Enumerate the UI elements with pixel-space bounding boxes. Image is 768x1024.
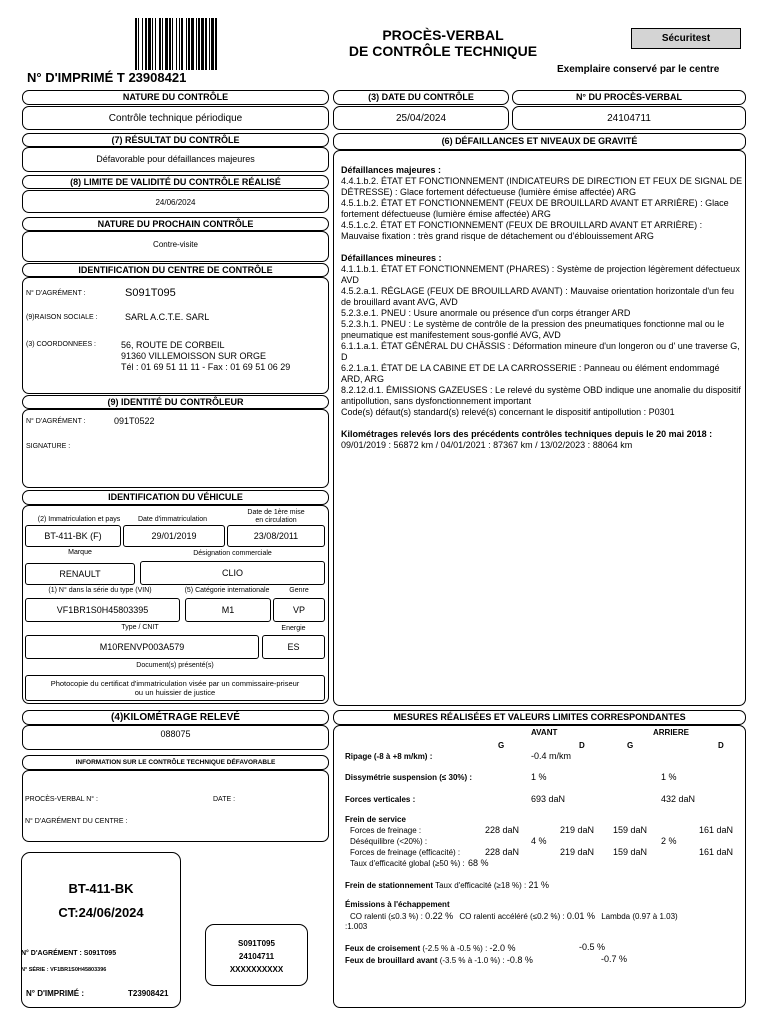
mineure-item: 6.2.1.a.1. ÉTAT DE LA CABINE ET DE LA CARROSSERIE : Panneau ou élément endommagé ARD, ARG bbox=[341, 363, 720, 384]
marque-value: RENAULT bbox=[25, 563, 135, 585]
taux-global-value: 68 % bbox=[468, 858, 489, 868]
mineures-title: Défaillances mineures : bbox=[341, 253, 442, 263]
designation-value: CLIO bbox=[140, 561, 325, 585]
co-ralenti-value: 0.22 % bbox=[425, 911, 454, 921]
date-immat-value: 29/01/2019 bbox=[123, 525, 225, 547]
controleur-agrement-value: 091T0522 bbox=[114, 416, 155, 426]
date-mise-label bbox=[227, 509, 325, 525]
km-history-values: 09/01/2019 : 56872 km / 04/01/2021 : 87367 km / 13/02/2023 : 88064 km bbox=[341, 440, 633, 450]
stationnement-value: 21 % bbox=[528, 880, 549, 890]
defavorable-date-label: DATE : bbox=[213, 796, 236, 803]
date-controle-header: (3) DATE DU CONTRÔLE bbox=[333, 90, 509, 105]
ffe-arriere-g: 159 daN bbox=[613, 847, 648, 857]
date-immat-label: Date d'immatriculation bbox=[137, 516, 208, 523]
controleur-header: (9) IDENTITÉ DU CONTRÔLEUR bbox=[22, 395, 329, 409]
defavorable-box bbox=[22, 770, 329, 842]
sticker-ct-date: CT:24/06/2024 bbox=[58, 905, 144, 920]
avant-g-header: G bbox=[498, 741, 505, 750]
brouillard-g: -0.8 % bbox=[506, 955, 533, 965]
energie-label: Energie bbox=[281, 625, 306, 632]
stationnement-label: Frein de stationnement bbox=[345, 881, 434, 890]
vin-label: (1) N° dans la série du type (VIN) bbox=[48, 587, 152, 594]
centre-coord-line-2: 91360 VILLEMOISSON SUR ORGE bbox=[121, 351, 267, 361]
brouillard-row bbox=[345, 955, 533, 965]
km-history bbox=[341, 429, 743, 451]
prochain-header: NATURE DU PROCHAIN CONTRÔLE bbox=[22, 217, 329, 231]
genre-value: VP bbox=[273, 598, 325, 622]
stationnement-taux-label: Taux d'efficacité (≥18 %) : bbox=[435, 881, 527, 890]
stationnement-row bbox=[345, 880, 549, 890]
majeure-item: 4.5.1.b.2. ÉTAT ET FONCTIONNEMENT (FEUX DE BROUILLARD AVANT ET ARRIÈRE) : Glace fortement défectueuse (lumière émise affectée) ARG bbox=[341, 198, 729, 219]
ff-arriere-d: 161 daN bbox=[699, 825, 734, 835]
ffe-label: Forces de freinage (efficacité) : bbox=[350, 848, 461, 857]
categorie-label: (5) Catégorie internationale bbox=[184, 587, 270, 594]
ripage-value: -0.4 m/km bbox=[531, 751, 572, 761]
barcode bbox=[135, 18, 237, 70]
avant-header: AVANT bbox=[531, 728, 558, 737]
sticker-serie: N° SÉRIE : VF1BR1S0H45803396 bbox=[21, 967, 107, 973]
centre-agrement-value: S091T095 bbox=[125, 287, 176, 299]
croisement-g: -2.0 % bbox=[489, 943, 516, 953]
documents-line-1: Photocopie du certificat d'immatriculation visée par un commissaire-priseur bbox=[50, 679, 300, 688]
brouillard-label: Feux de brouillard avant bbox=[345, 956, 438, 965]
dissym-avant: 1 % bbox=[531, 772, 547, 782]
frein-service-label: Frein de service bbox=[345, 815, 406, 824]
majeures-title: Défaillances majeures : bbox=[341, 165, 442, 175]
taux-global-label: Taux d'efficacité global (≥50 %) : bbox=[350, 859, 465, 868]
avant-d-header: D bbox=[579, 741, 585, 750]
croisement-label: Feux de croisement bbox=[345, 944, 421, 953]
nature-controle-value: Contrôle technique périodique bbox=[22, 106, 329, 130]
majeure-item: 4.5.1.c.2. ÉTAT ET FONCTIONNEMENT (FEUX DE BROUILLARD AVANT ET ARRIÈRE) : Mauvaise fixation : très grand risque de détachement ou d'éblouissement ARG bbox=[341, 220, 703, 241]
arriere-g-header: G bbox=[627, 741, 634, 750]
ffe-avant-g: 228 daN bbox=[485, 847, 520, 857]
immat-label: (2) Immatriculation et pays bbox=[37, 516, 121, 523]
mineure-item: 6.1.1.a.1. ÉTAT GÉNÉRAL DU CHÂSSIS : Déformation mineure d'un longeron ou d' une traverse G, D bbox=[341, 341, 740, 362]
centre-coord-label: (3) COORDONNEES : bbox=[26, 341, 97, 348]
forces-arriere: 432 daN bbox=[661, 794, 696, 804]
centre-raison-value: SARL A.C.T.E. SARL bbox=[125, 312, 210, 322]
majeure-item: 4.4.1.b.2. ÉTAT ET FONCTIONNEMENT (INDICATEURS DE DIRECTION ET FEUX DE SIGNAL DE DÉTRESSE) : Glace fortement défectueuse (lumière émise affectée) ARG bbox=[341, 176, 743, 197]
centre-raison-label: (9)RAISON SOCIALE : bbox=[26, 314, 98, 321]
ff-arriere-g: 159 daN bbox=[613, 825, 648, 835]
stamp-line-3: XXXXXXXXXX bbox=[229, 965, 284, 974]
resultat-value: Défavorable pour défaillances majeures bbox=[22, 147, 329, 172]
croisement-row bbox=[345, 943, 516, 953]
mesures-header: MESURES RÉALISÉES ET VALEURS LIMITES CORRESPONDANTES bbox=[333, 710, 746, 725]
defaillances-list bbox=[341, 165, 743, 451]
vehicule-header: IDENTIFICATION DU VÉHICULE bbox=[22, 490, 329, 505]
emissions-label: Émissions à l'échappement bbox=[345, 900, 450, 909]
ffe-arriere-d: 161 daN bbox=[699, 847, 734, 857]
genre-label: Genre bbox=[289, 587, 309, 594]
co-accel-label: CO ralenti accéléré (≤0.2 %) : bbox=[459, 912, 565, 921]
defaillances-header: (6) DÉFAILLANCES ET NIVEAUX DE GRAVITÉ bbox=[333, 133, 746, 150]
arriere-d-header: D bbox=[718, 741, 724, 750]
limite-header: (8) LIMITE DE VALIDITÉ DU CONTRÔLE RÉALISÉ bbox=[22, 175, 329, 189]
dissym-arriere: 1 % bbox=[661, 772, 677, 782]
defavorable-header: INFORMATION SUR LE CONTRÔLE TECHNIQUE DÉFAVORABLE bbox=[22, 755, 329, 770]
ff-avant-d: 219 daN bbox=[560, 825, 595, 835]
km-history-title: Kilométrages relevés lors des précédents contrôles techniques depuis le 20 mai 2018 : bbox=[341, 429, 713, 439]
controleur-agrement-label: N° D'AGRÉMENT : bbox=[26, 418, 86, 425]
categorie-value: M1 bbox=[185, 598, 271, 622]
dissym-label: Dissymétrie suspension (≤ 30%) : bbox=[345, 773, 473, 782]
emissions-row bbox=[350, 911, 678, 921]
mineure-item: Code(s) défaut(s) standard(s) relevé(s) concernant le dispositif antipollution : P0301 bbox=[341, 407, 675, 417]
documents-line-2: ou un huissier de justice bbox=[134, 688, 216, 697]
date-mise-value: 23/08/2011 bbox=[227, 525, 325, 547]
date-mise-label-line-2: en circulation bbox=[255, 517, 297, 524]
ripage-label: Ripage (-8 à +8 m/km) : bbox=[345, 752, 433, 761]
centre-coord-line-3: Tél : 01 69 51 11 11 - Fax : 01 69 51 06 29 bbox=[121, 362, 291, 372]
brand-badge: Sécuritest bbox=[631, 28, 741, 49]
arriere-header: ARRIERE bbox=[653, 728, 690, 737]
kilometrage-header: (4)KILOMÉTRAGE RELEVÉ bbox=[22, 710, 329, 725]
mineure-item: 5.2.3.h.1. PNEU : Le système de contrôle de la pression des pneumatiques fonctionne mal ou le pneumatique est manifestement sous-gonflé AVG, AVD bbox=[341, 319, 725, 340]
sticker-agrement: N° D'AGRÉMENT : S091T095 bbox=[21, 950, 117, 957]
defavorable-agrement-label: N° D'AGRÉMENT DU CENTRE : bbox=[25, 818, 128, 825]
deseq-label: Déséquilibre (<20%) : bbox=[350, 837, 428, 846]
forces-freinage-label: Forces de freinage : bbox=[350, 826, 422, 835]
vin-value: VF1BR1S0H45803395 bbox=[25, 598, 180, 622]
mineure-item: 4.1.1.b.1. ÉTAT ET FONCTIONNEMENT (PHARES) : Système de projection légèrement défectueux AVD bbox=[341, 264, 740, 285]
marque-label: Marque bbox=[68, 549, 92, 556]
type-label: Type / CNIT bbox=[121, 624, 159, 631]
resultat-header: (7) RÉSULTAT DU CONTRÔLE bbox=[22, 133, 329, 147]
deseq-avant: 4 % bbox=[531, 836, 547, 846]
exemplaire-text: Exemplaire conservé par le centre bbox=[557, 64, 720, 75]
brouillard-range: (-3.5 % à -1.0 %) : bbox=[439, 956, 505, 965]
immat-value: BT-411-BK (F) bbox=[25, 525, 121, 547]
ct-sticker bbox=[21, 852, 181, 1008]
kilometrage-value: 088075 bbox=[22, 725, 329, 750]
croisement-range: (-2.5 % à -0.5 %) : bbox=[422, 944, 488, 953]
title-line-2: DE CONTRÔLE TECHNIQUE bbox=[348, 43, 538, 59]
centre-header: IDENTIFICATION DU CENTRE DE CONTRÔLE bbox=[22, 263, 329, 277]
mineure-item: 8.2.12.d.1. ÉMISSIONS GAZEUSES : Le relevé du système OBD indique une anomalie du dispositif antipollution, sans dysfonctionnement important bbox=[341, 385, 741, 406]
centre-agrement-label: N° D'AGRÉMENT : bbox=[26, 290, 86, 297]
sticker-imprime-value: T23908421 bbox=[128, 989, 169, 998]
imprime-number: N° D'IMPRIMÉ T 23908421 bbox=[27, 70, 187, 85]
pv-number-header: N° DU PROCÈS-VERBAL bbox=[512, 90, 746, 105]
designation-label: Désignation commerciale bbox=[193, 550, 272, 557]
forces-label: Forces verticales : bbox=[345, 795, 416, 804]
croisement-d: -0.5 % bbox=[579, 942, 606, 952]
sticker-plate: BT-411-BK bbox=[68, 881, 134, 896]
prochain-value: Contre-visite bbox=[22, 231, 329, 262]
documents-label: Document(s) présenté(s) bbox=[136, 662, 214, 669]
document-title bbox=[340, 27, 546, 59]
deseq-arriere: 2 % bbox=[661, 836, 677, 846]
energie-value: ES bbox=[262, 635, 325, 659]
ff-avant-g: 228 daN bbox=[485, 825, 520, 835]
forces-avant: 693 daN bbox=[531, 794, 566, 804]
stamp-line-1: S091T095 bbox=[238, 939, 275, 948]
signature-label: SIGNATURE : bbox=[26, 443, 71, 450]
mineure-item: 4.5.2.a.1. RÉGLAGE (FEUX DE BROUILLARD AVANT) : Mauvaise orientation horizontale d'un feu de brouillard avant AVG, AVD bbox=[341, 286, 735, 307]
sticker-imprime-label: N° D'IMPRIMÉ : bbox=[26, 989, 84, 998]
co-accel-value: 0.01 % bbox=[566, 911, 595, 921]
stamp-line-2: 24104711 bbox=[238, 952, 275, 961]
date-controle-value: 25/04/2024 bbox=[333, 106, 509, 130]
title-line-1: PROCÈS-VERBAL bbox=[382, 27, 504, 43]
ffe-avant-d: 219 daN bbox=[560, 847, 595, 857]
lambda-label: Lambda (0.97 à 1.03) bbox=[601, 912, 678, 921]
documents-value bbox=[25, 675, 325, 701]
co-ralenti-label: CO ralenti (≤0.3 %) : bbox=[350, 912, 423, 921]
brouillard-d: -0.7 % bbox=[601, 954, 628, 964]
lambda-value: :1.003 bbox=[345, 922, 368, 931]
nature-controle-header: NATURE DU CONTRÔLE bbox=[22, 90, 329, 105]
type-value: M10RENVP003A579 bbox=[25, 635, 259, 659]
date-mise-label-line-1: Date de 1ère mise bbox=[247, 509, 305, 516]
defavorable-pv-label: PROCÈS-VERBAL N° : bbox=[25, 796, 98, 803]
limite-value: 24/06/2024 bbox=[22, 190, 329, 213]
pv-number-value: 24104711 bbox=[512, 106, 746, 130]
mineure-item: 5.2.3.e.1. PNEU : Usure anormale ou présence d'un corps étranger ARD bbox=[341, 308, 631, 318]
centre-coord-line-1: 56, ROUTE DE CORBEIL bbox=[121, 340, 225, 350]
